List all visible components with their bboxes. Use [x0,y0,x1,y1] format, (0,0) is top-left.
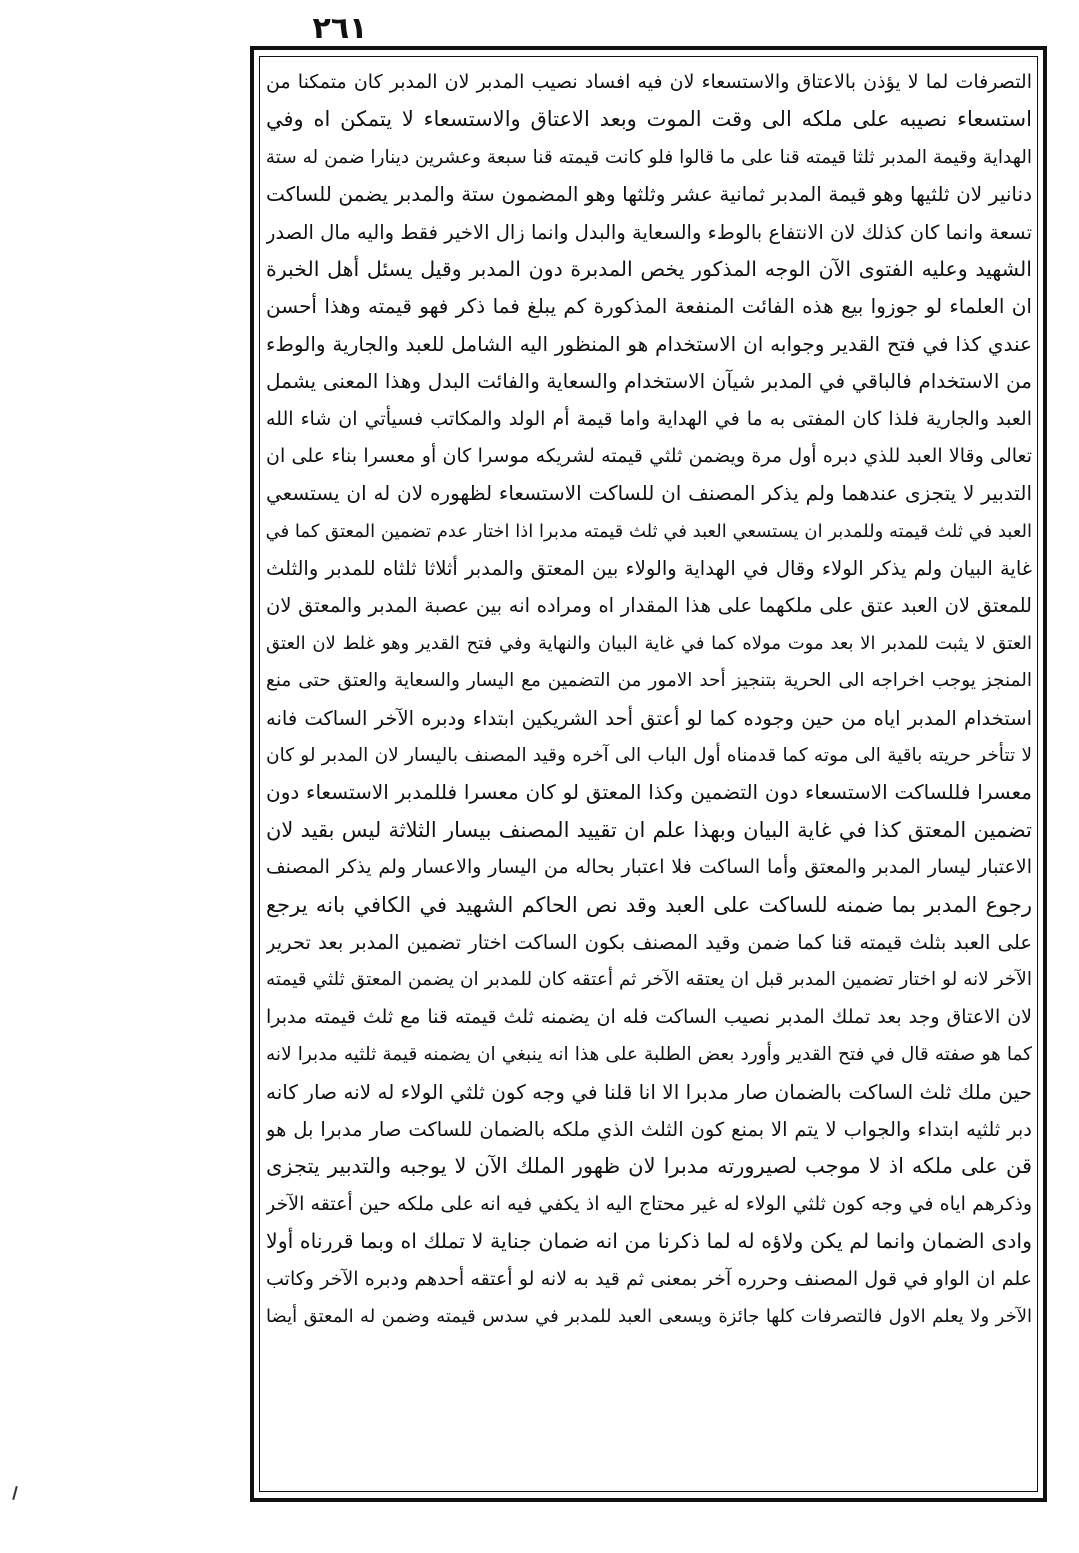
text-line: لا تتأخر حريته باقية الى موته كما قدمناه أول الباب الى آخره وقيد المصنف باليسار لان المدبر لو كان [266,745,1032,767]
text-line: على العبد بثلث قيمته قنا كما ضمن وقيد المصنف بكون الساكت اختار تضمين المدبر بعد تحرير [266,930,1032,954]
text-line: رجوع المدبر بما ضمنه للساكت على العبد وقد نص الحاكم الشهيد في الكافي بانه يرجع [266,892,1032,917]
text-line: تضمين المعتق كذا في غاية البيان وبهذا علم ان تقييد المصنف بيسار الثلاثة ليس بقيد لان [266,817,1032,842]
text-line: العتق لا يثبت للمدبر الا بعد موت مولاه كما في غاية البيان والنهاية وفي فتح القدير وهو غلط لان العتق [266,632,1032,654]
text-line: تعالى وقالا العبد للذي دبره أول مرة ويضمن ثلثي قيمته لشريكه موسرا كان أو معسرا بناء على ان [266,444,1032,467]
text-line: العبد والجارية فلذا كان المفتى به ما في الهداية واما قيمة أم الولد والمكاتب فسيأتي ان شاء الله [266,407,1032,430]
text-line: علم ان الواو في قول المصنف وحرره آخر بمعنى ثم قيد به لانه لو أعتقه أحدهم ودبره الآخر وكاتب [266,1267,1032,1290]
text-line: ان العلماء لو جوزوا بيع هذه الفائت المنفعة المذكورة كم يبلغ فما ذكر فهو قيمته وهذا أحسن [266,294,1032,319]
text-line: وادى الضمان وانما لم يكن ولاؤه له لما ذكرنا من انه ضمان جناية لا تملك اه وبما قررناه أولا [266,1229,1032,1254]
text-line: الهداية وقيمة المدبر ثلثا قيمته قنا على ما قالوا فلو كانت قيمته قنا سبعة وعشرين دينارا ضمن له ستة [266,146,1032,168]
text-line: غاية البيان ولم يذكر الولاء وقال في الهداية والولاء بين المعتق والمدبر أثلاثا ثلثاه للمدبر والثلث [266,557,1032,581]
text-line: العبد في ثلث قيمته وللمدبر ان يستسعي العبد في ثلث قيمته مدبرا اذا اختار عدم تضمين المعتق كما في [266,520,1032,542]
text-line: عندي كذا في فتح القدير وجوابه ان الاستخدام هو المنظور اليه الشامل للعبد والجارية والوطء [266,331,1032,356]
text-line: الآخر لانه لو اختار تضمين المدبر قبل ان يعتقه الآخر ثم أعتقه كان للمدبر ان يضمن المعتق ثلثي قيمته [266,969,1032,991]
text-line: قن على ملكه اذ لا موجب لصيرورته مدبرا لان ظهور الملك الآن لا يوجبه والتدبير يتجزى [266,1154,1032,1179]
text-line: دبر ثلثيه ابتداء والجواب لا يتم الا بمنع كون الثلث الذي ملكه بالضمان للساكت صار مدبرا بل هو [266,1117,1032,1141]
text-line: تسعة وانما كان كذلك لان الانتفاع بالوطء والسعاية والبدل وانما زال الاخير فقط واليه مال الصدر [266,220,1032,244]
page-number: ٢٦١ [312,11,368,46]
text-line: من الاستخدام فالباقي في المدبر شيآن الاستخدام والسعاية والفائت البدل وهذا المعنى يشمل [266,369,1032,394]
text-line: للمعتق لان العبد عتق على ملكهما على هذا المقدار اه ومراده انه بين عصبة المدبر والمعتق لان [266,594,1032,618]
text-line: لان الاعتاق وجد بعد تملك المدبر نصيب الساكت فله ان يضمنه ثلث قيمته قنا مع ثلث قيمته مدبرا [266,1005,1032,1028]
text-line: وذكرهم اياه في وجه كون ثلثي الولاء له غير محتاج اليه اذ يكفي فيه انه على ملكه حين أعتقه الآخر [266,1192,1032,1215]
text-line: استخدام المدبر اياه من حين وجوده كما لو أعتق أحد الشريكين ابتداء ودبره الآخر الساكت فانه [266,706,1032,730]
text-line: المنجز يوجب اخراجه الى الحرية بتنجيز أحد الامور من التضمين مع اليسار والسعاية والعتق حتى منع [266,670,1032,692]
text-line: كما هو صفته قال في فتح القدير وأورد بعض الطلبة على هذا انه ينبغي ان يضمنه قيمة ثلثيه مدبرا لانه [266,1044,1032,1066]
text-line: دنانير لان ثلثيها وهو قيمة المدبر ثمانية عشر وثلثها وهو المضمون ستة والمدبر يضمن للساكت [266,182,1032,207]
stray-ink-mark [12,1486,18,1500]
text-line: التدبير لا يتجزى عندهما ولم يذكر المصنف ان للساكت الاستسعاء لظهوره لان له ان يستسعي [266,481,1032,506]
text-line: الاعتبار ليسار المدبر والمعتق وأما الساكت فلا اعتبار بحاله من اليسار والاعسار ولم يذكر المصنف [266,856,1032,879]
text-line: الشهيد وعليه الفتوى الآن الوجه المذكور يخص المدبرة دون المدبر وقيل يسئل أهل الخبرة [266,256,1032,281]
text-line: معسرا فللساكت الاستسعاء دون التضمين وكذا المعتق لو كان معسرا فللمدبر الاستسعاء دون [266,780,1032,805]
main-text-block [266,64,1032,1488]
text-line: التصرفات لما لا يؤذن بالاعتاق والاستسعاء لان فيه افساد نصيب المدبر لان المدبر كان متمكنا من [266,71,1032,93]
text-line: استسعاء نصيبه على ملكه الى وقت الموت وبعد الاعتاق والاستسعاء لا يتمكن اه وفي [266,107,1032,132]
text-line: حين ملك ثلث الساكت بالضمان صار مدبرا الا انا قلنا في وجه كون ثلثي الولاء له لانه صار كانه [266,1079,1032,1104]
text-line: الآخر ولا يعلم الاول فالتصرفات كلها جائزة ويسعى العبد للمدبر في سدس قيمته وضمن له المعتق أيضا [266,1305,1032,1327]
